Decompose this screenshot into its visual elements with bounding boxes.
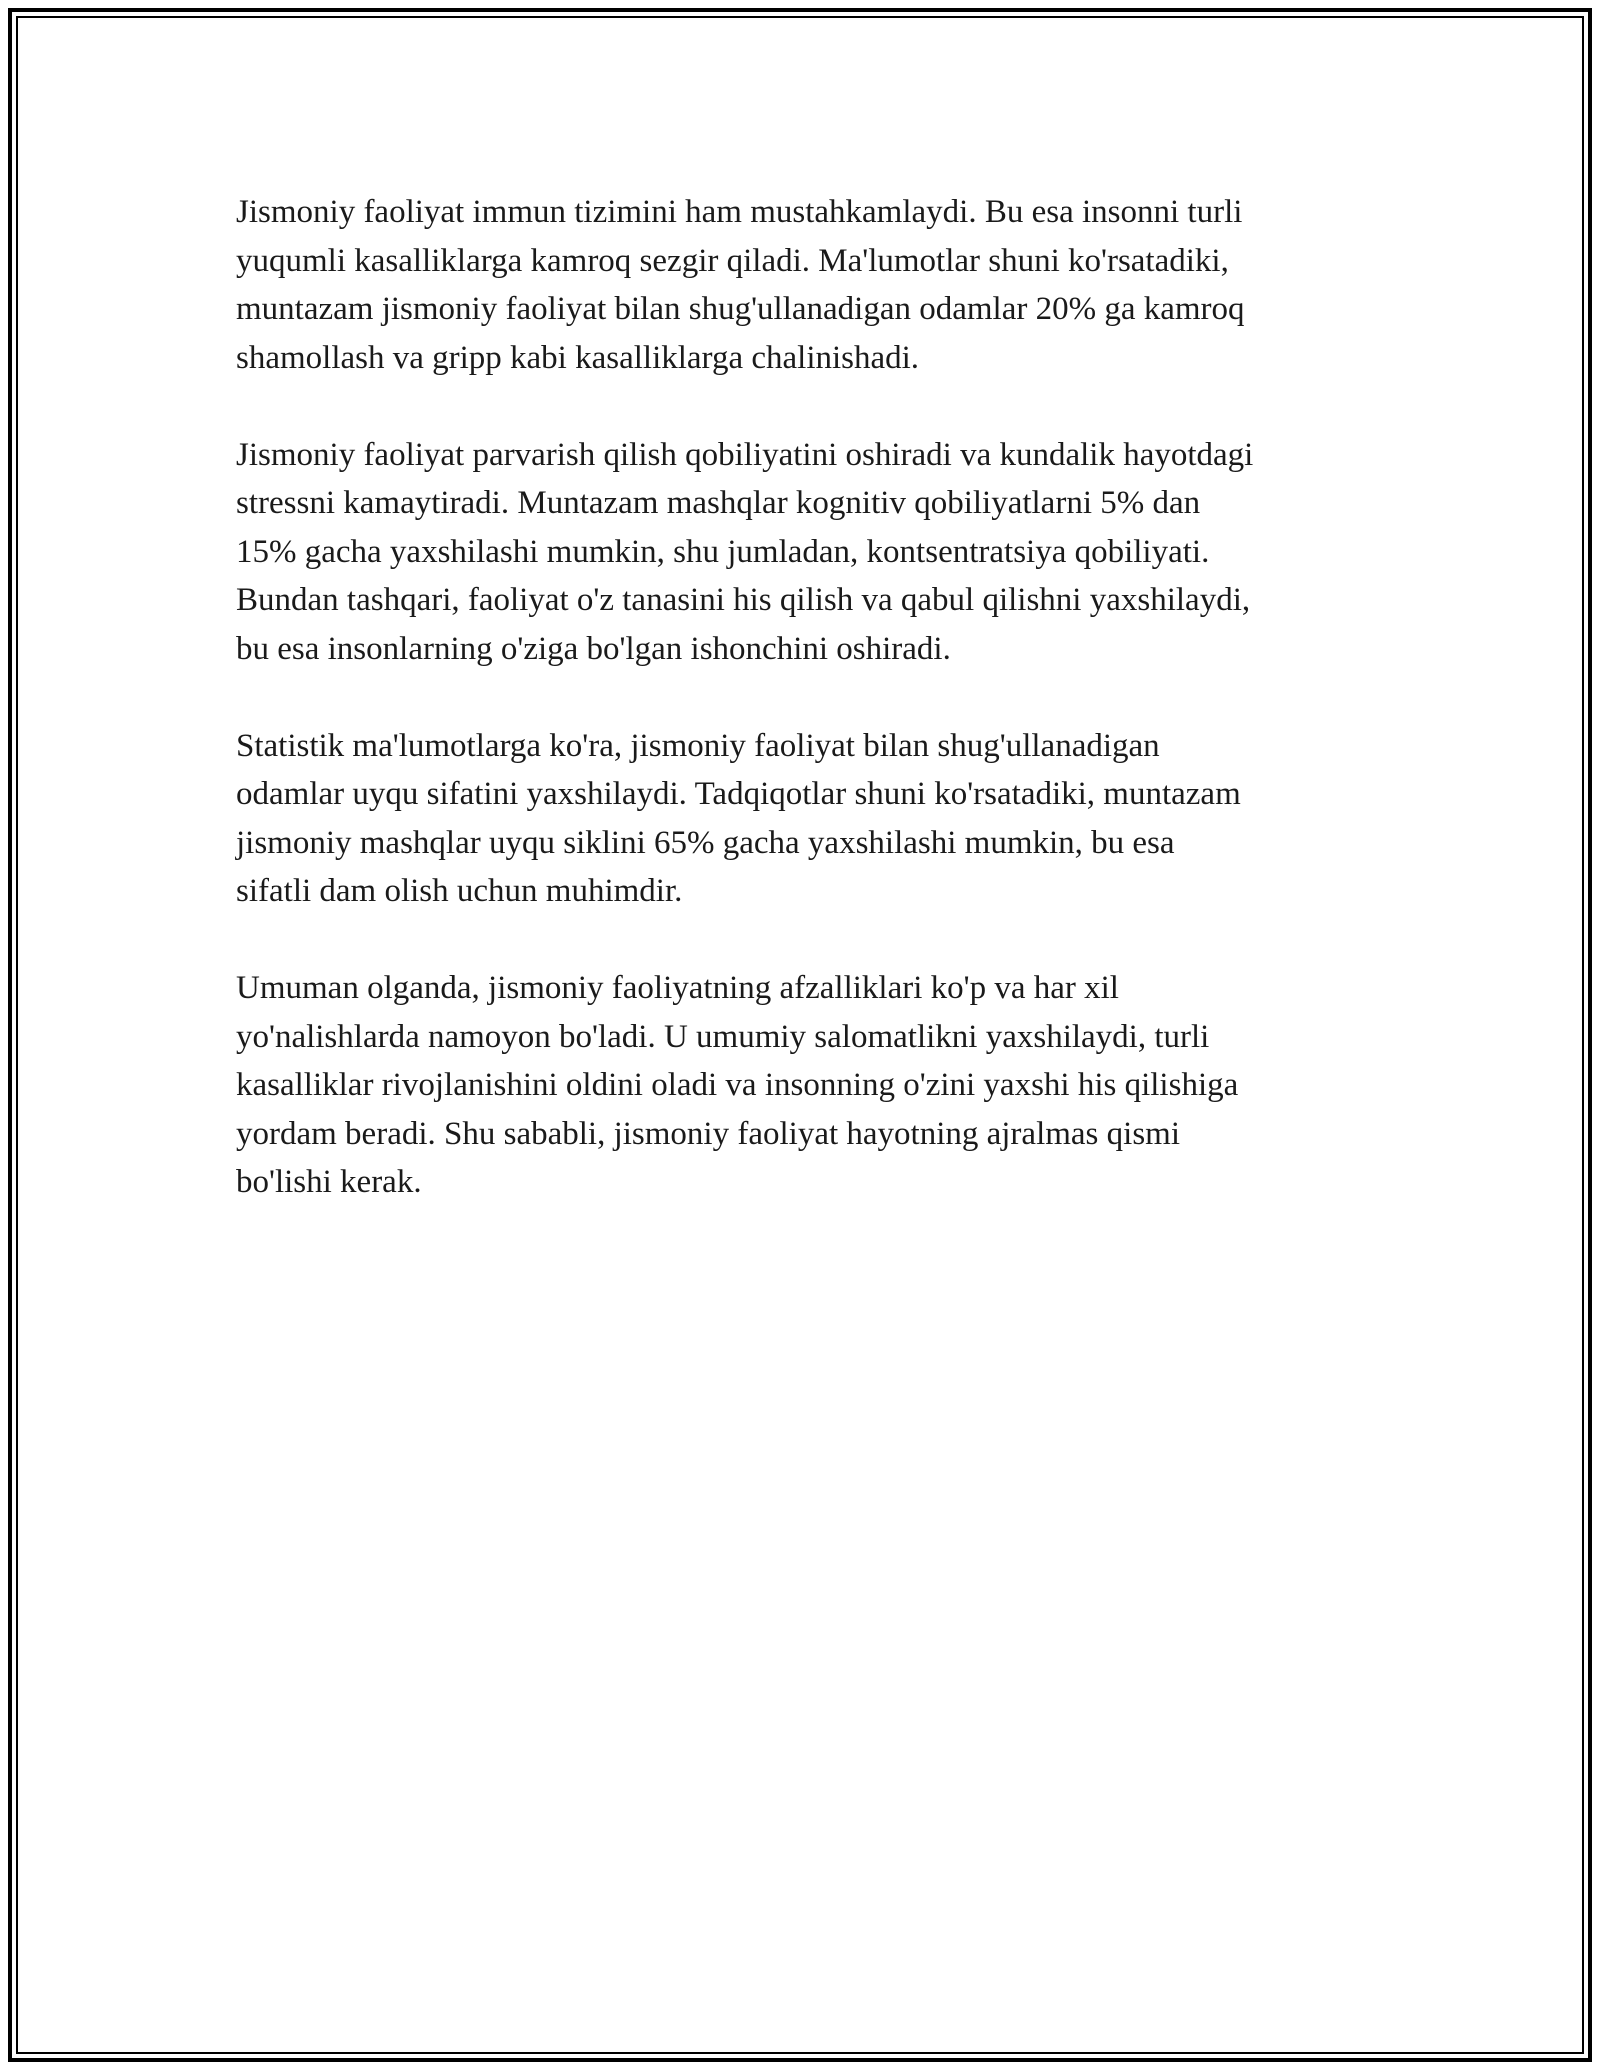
paragraph-conclusion: Umuman olganda, jismoniy faoliyatning afzalliklari ko'p va har xil yo'nalishlarda namoyon bo'ladi. U umumiy salomatlikni yaxshilaydi, turli kasalliklar rivojlanishini oldini oladi va insonning o'zini yaxshi his qilishiga yordam beradi. Shu sababli, jismoniy faoliyat hayotning ajralmas qismi bo'lishi kerak. [236, 970, 1239, 1200]
paragraph-sleep-quality: Statistik ma'lumotlarga ko'ra, jismoniy faoliyat bilan shug'ullanadigan odamlar uyqu sifatini yaxshilaydi. Tadqiqotlar shuni ko'rsatadiki, muntazam jismoniy mashqlar uyqu siklini 65% gacha yaxshilashi mumkin, bu esa sifatli dam olish uchun muhimdir. [236, 727, 1241, 909]
document-body [236, 188, 1386, 1255]
paragraph-cognitive-abilities: Jismoniy faoliyat parvarish qilish qobiliyatini oshiradi va kundalik hayotdagi stressni kamaytiradi. Muntazam mashqlar kognitiv qobiliyatlarni 5% dan 15% gacha yaxshilashi mumkin, shu jumladan, kontsentratsiya qobiliyati. Bundan tashqari, faoliyat o'z tanasini his qilish va qabul qilishni yaxshilaydi, bu esa insonlarning o'ziga bo'lgan ishonchini oshiradi. [236, 436, 1254, 667]
paragraph-immune-system: Jismoniy faoliyat immun tizimini ham mustahkamlaydi. Bu esa insonni turli yuqumli kasalliklarga kamroq sezgir qiladi. Ma'lumotlar shuni ko'rsatadiki, muntazam jismoniy faoliyat bilan shug'ullanadigan odamlar 20% ga kamroq shamollash va gripp kabi kasalliklarga chalinishadi. [236, 194, 1245, 376]
